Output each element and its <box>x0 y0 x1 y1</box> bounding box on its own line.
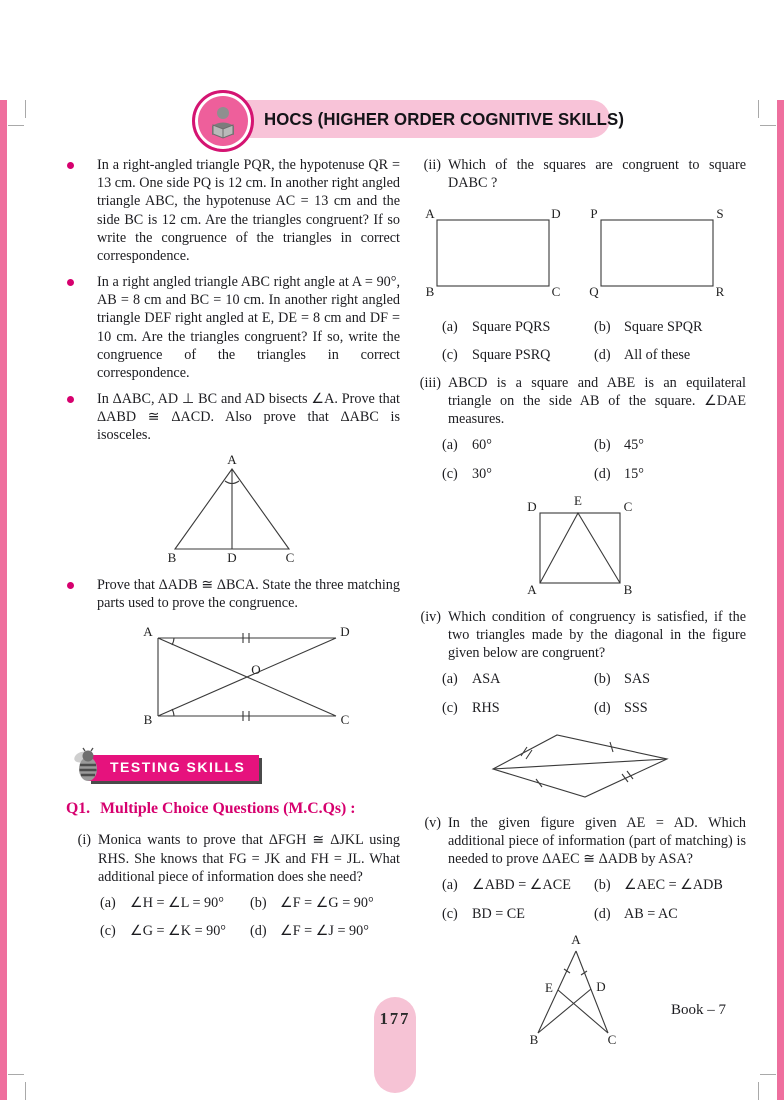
option-text: Square PSRQ <box>472 346 551 363</box>
option-label: (c) <box>442 346 458 363</box>
page-edge-band-left <box>0 100 7 1100</box>
vertex-label: E <box>574 492 582 508</box>
question-text: Which of the squares are congruent to square DABC ? <box>448 157 746 192</box>
option-text: ∠ABD = ∠ACE <box>472 877 571 894</box>
vertex-label: C <box>623 498 633 514</box>
figure-two-squares <box>414 198 746 309</box>
option-label: (c) <box>100 923 116 940</box>
bullet-item <box>64 273 400 382</box>
options-iv <box>442 670 746 716</box>
bullet-icon <box>67 396 74 403</box>
section-header-pill <box>218 100 625 138</box>
option-text: BD = CE <box>472 905 525 922</box>
option-label: (b) <box>250 895 267 911</box>
vertex-label: P <box>590 206 598 222</box>
figure-crossed-rectangle <box>64 620 400 737</box>
option-label: (a) <box>442 318 458 335</box>
option <box>442 318 594 336</box>
bullet-icon <box>67 162 74 169</box>
q1-title: Multiple Choice Questions (M.C.Qs) : <box>100 800 356 818</box>
option <box>594 905 746 923</box>
option <box>594 876 746 894</box>
vertex-label: C <box>285 549 295 565</box>
bullet-item <box>64 576 400 612</box>
page-number: 177 <box>379 1009 411 1028</box>
vertex-label: A <box>227 452 237 467</box>
option-text: 15° <box>624 465 644 482</box>
option <box>442 699 594 717</box>
vertex-label: D <box>227 549 237 565</box>
right-column <box>414 156 746 1056</box>
vertex-label: C <box>551 284 561 300</box>
option-label: (b) <box>594 437 611 454</box>
vertex-label: Q <box>589 284 599 300</box>
vertex-label: B <box>425 284 435 300</box>
option-text: ∠G = ∠K = 90° <box>130 923 226 940</box>
option-label: (d) <box>250 923 267 940</box>
option-label: (b) <box>594 877 611 894</box>
option-text: 45° <box>624 437 644 454</box>
option-text: Square PQRS <box>472 318 551 335</box>
bullet-item <box>64 390 400 445</box>
crop-mark <box>25 100 26 118</box>
option <box>442 905 594 923</box>
option <box>100 922 250 940</box>
crop-mark <box>25 1082 26 1100</box>
crop-mark <box>758 1082 759 1100</box>
vertex-label: C <box>607 1031 617 1045</box>
left-column <box>64 156 400 1056</box>
option <box>100 894 250 912</box>
section-title: HOCS (HIGHER ORDER COGNITIVE SKILLS) <box>264 108 625 129</box>
question-text: Monica wants to prove that ΔFGH ≅ ΔJKL using RHS. She knows that FG = JK and FH = JL. What additional piece of information does she need? <box>98 832 400 885</box>
option-label: (d) <box>594 905 611 922</box>
option <box>594 670 746 688</box>
question-text: ABCD is a square and ABE is an equilateral triangle on the side AB of the square. ∠DAE measures. <box>448 374 746 428</box>
vertex-label: B <box>167 549 177 565</box>
vertex-label: A <box>425 206 435 222</box>
option-label: (c) <box>442 465 458 482</box>
question-iii <box>414 374 746 429</box>
vertex-label: E <box>545 979 553 995</box>
figure-crossed-triangles <box>414 933 746 1050</box>
question-v <box>414 814 746 869</box>
option <box>250 894 400 912</box>
page-edge-band-right <box>777 100 784 1100</box>
option-label: (a) <box>442 437 458 454</box>
option-text: ∠H = ∠L = 90° <box>130 895 224 911</box>
question-number: (ii) <box>423 157 441 173</box>
vertex-label: D <box>551 206 561 222</box>
option-label: (a) <box>442 671 458 688</box>
question-text: Which condition of congruency is satisfied, if the two triangles made by the diagonal in the figure given below are congruent? <box>448 608 746 662</box>
vertex-label: A <box>143 624 153 640</box>
crop-mark <box>760 1074 776 1075</box>
option-text: ASA <box>472 671 501 688</box>
option-label: (d) <box>594 465 611 482</box>
q1-number: Q1. <box>66 800 91 818</box>
bullet-icon <box>67 582 74 589</box>
options-ii <box>442 318 746 364</box>
vertex-label: D <box>340 624 350 640</box>
page-number-pill <box>374 997 416 1093</box>
vertex-label: C <box>340 712 350 728</box>
option-label: (b) <box>594 671 611 688</box>
option-text: ∠F = ∠G = 90° <box>280 895 374 911</box>
option <box>594 465 746 483</box>
point-label: O <box>251 662 261 678</box>
crop-mark <box>760 125 776 126</box>
option-text: SAS <box>624 671 651 688</box>
vertex-label: A <box>571 932 581 947</box>
options-iii <box>442 436 746 482</box>
option <box>594 699 746 717</box>
vertex-label: B <box>529 1031 539 1045</box>
options-v <box>442 876 746 922</box>
option <box>442 346 594 364</box>
testing-skills-banner <box>88 755 259 781</box>
crop-mark <box>8 1074 24 1075</box>
option-label: (b) <box>594 318 611 335</box>
section-header <box>218 100 625 140</box>
question-number: (v) <box>424 814 441 831</box>
option-label: (a) <box>442 877 458 894</box>
page-body <box>0 156 784 1056</box>
bullet-text: Prove that ΔADB ≅ ΔBCA. State the three matching parts used to prove the congruence. <box>97 576 400 611</box>
option-label: (d) <box>594 346 611 363</box>
option <box>442 876 594 894</box>
bullet-text: In ΔABC, AD ⊥ BC and AD bisects ∠A. Prove that ΔABD ≅ ΔACD. Also prove that ΔABC is isosceles. <box>97 391 400 444</box>
testing-skills-banner-wrap <box>88 755 400 785</box>
question-iv <box>414 608 746 663</box>
bee-icon <box>68 747 108 792</box>
option <box>594 346 746 364</box>
vertex-label: A <box>527 581 537 597</box>
option-text: AB = AC <box>624 905 678 922</box>
option-label: (d) <box>594 699 611 716</box>
option-text: All of these <box>624 346 691 363</box>
option-label: (c) <box>442 699 458 716</box>
option <box>594 436 746 454</box>
figure-square-with-triangle <box>414 493 746 602</box>
question-number: (iii) <box>419 374 441 391</box>
question-ii <box>414 156 746 192</box>
bullet-text: In a right angled triangle ABC right angle at A = 90°, AB = 8 cm and BC = 10 cm. In another right angled triangle DEF right angled at E, DE = 8 cm and DF = 10 cm. Are the triangles congruent? If so, write the congruence of the triangles in correct correspondence. <box>97 274 400 381</box>
option-text: SSS <box>624 699 648 716</box>
vertex-label: S <box>716 206 724 222</box>
option <box>250 922 400 940</box>
testing-skills-label: TESTING SKILLS <box>110 759 246 776</box>
vertex-label: D <box>596 978 606 994</box>
option-text: ∠AEC = ∠ADB <box>624 877 723 894</box>
crop-mark <box>758 100 759 118</box>
vertex-label: D <box>527 498 537 514</box>
option <box>442 670 594 688</box>
option-text: 30° <box>472 465 492 482</box>
question-text: In the given figure given AE = AD. Which additional piece of information (part of matching) is needed to prove ΔAEC ≅ ΔADB by ASA? <box>448 814 746 868</box>
q1-heading <box>66 799 400 819</box>
figure-isosceles-triangle <box>64 453 400 570</box>
options-i <box>100 894 400 940</box>
option-text: RHS <box>472 699 500 716</box>
bullet-item <box>64 156 400 265</box>
vertex-label: R <box>715 284 725 300</box>
bullet-text: In a right-angled triangle PQR, the hypotenuse QR = 13 cm. One side PQ is 12 cm. In another right angled triangle ABC, the hypotenuse AC = 13 cm and the side BC is 12 cm. Are the triangles congruent? If so write the congruence of the triangles in correct correspondence. <box>97 157 400 264</box>
vertex-label: B <box>143 712 153 728</box>
crop-mark <box>8 125 24 126</box>
bullet-icon <box>67 279 74 286</box>
option-label: (c) <box>442 905 458 922</box>
question-i <box>64 831 400 886</box>
option <box>594 318 746 336</box>
book-label: Book – 7 <box>670 1002 726 1018</box>
question-number: (iv) <box>420 608 441 625</box>
vertex-label: B <box>623 581 633 597</box>
reader-icon <box>192 90 254 152</box>
option <box>442 465 594 483</box>
question-number: (i) <box>77 832 91 849</box>
option-text: ∠F = ∠J = 90° <box>280 923 369 940</box>
option-label: (a) <box>100 895 116 911</box>
figure-parallelogram-diagonal <box>414 727 746 808</box>
option-text: 60° <box>472 437 492 454</box>
option <box>442 436 594 454</box>
option-text: Square SPQR <box>624 318 703 335</box>
